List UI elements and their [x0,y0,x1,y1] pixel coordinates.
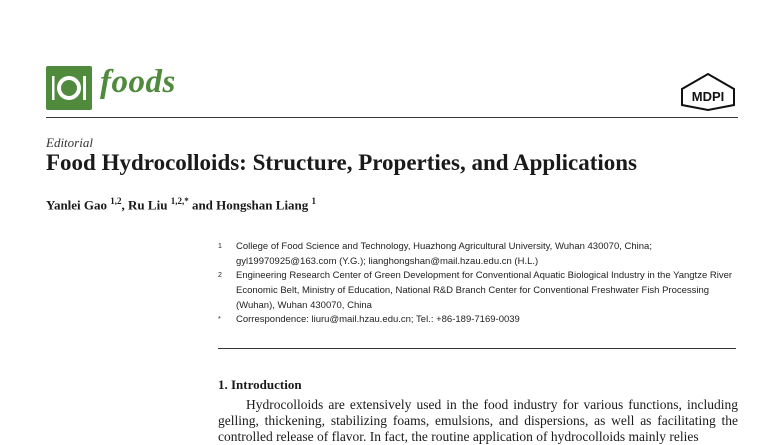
affiliation-mark: * [218,316,221,323]
author-name: Hongshan Liang [216,197,309,213]
article-title: Food Hydrocolloids: Structure, Properties, and Applications [46,150,638,175]
article-type: Editorial [46,135,93,150]
author-separator: , [121,197,129,213]
mdpi-logo [678,72,738,112]
section-heading: 1. Introduction [218,377,302,392]
section-divider [218,348,736,349]
author-name: Yanlei Gao [46,197,108,213]
author-affil-mark: 1,2 [110,196,122,206]
correspondence-text: Correspondence: liuru@mail.hzau.edu.cn; Tel.: +86-189-7169-0039 [236,314,520,325]
author-separator: and [188,197,217,213]
author-affil-mark: 1,2,* [170,196,189,206]
affiliation-text: College of Food Science and Technology, Huazhong Agricultural University, Wuhan 430070, China; gyl19970925@163.com (Y.G.); lianghongshan@mail.hzau.edu.cn (H.L.) [236,241,652,267]
author-list [46,196,316,213]
affiliation-text: Engineering Research Center of Green Development for Conventional Aquatic Biological Industry in the Yangtze River Economic Belt, Ministry of Education, National R&D Branch Center for Conventional Freshwater Fish Processing (Wuhan), Wuhan 430070, China [236,270,733,311]
body-paragraph: Hydrocolloids are extensively used in the food industry for various functions, including gelling, thickening, stabilizing foams, emulsions, and dispersions, as well as facilitating the controlled release of flavor. In fact, the routine application of hydrocolloids mainly relies [218,397,738,444]
affiliation-mark: 1 [218,243,222,250]
header-divider [46,117,738,118]
author-name: Ru Liu [128,197,168,213]
author-affil-mark: 1 [311,196,317,206]
affiliation-mark: 2 [218,272,222,279]
publisher-name: MDPI [691,89,725,104]
plate-cutlery-icon [46,66,92,110]
journal-name: foods [100,64,176,100]
journal-logo [46,66,92,110]
